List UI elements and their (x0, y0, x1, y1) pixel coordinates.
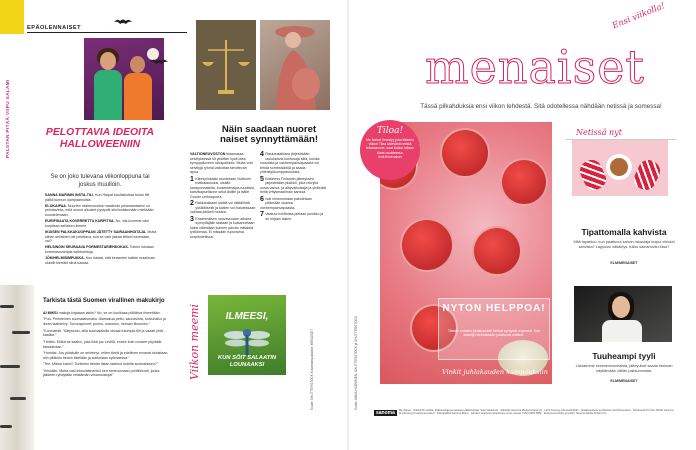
halloween-paragraph: EURIFISAATA KOVERRETTU KURPITSA. No, siis koverrat vain kurpitsan sellaisen ilmeen. (45, 219, 149, 228)
bat-icon (150, 58, 168, 66)
naiset-point: 3 Ensimmäisen vauvavuoden aikana synnyttäjälle taataan ja kustannetaan kaksi välimtään kolmen päivän mittaista tyttölomaa. Ei missään rupunsesa korpihotellissa. (190, 215, 255, 239)
viikon-meemi-label: Viikon meemi (188, 303, 201, 380)
makukirjo-line: "Tee. Mikssi kahvi? Tuntkeko tämän listan laatinut todella suomalaisen?" (43, 362, 159, 367)
halloween-photo (84, 38, 164, 120)
style-photo (574, 286, 672, 342)
makukirjo-title: Tarkista tästä Suomen virallinen makukirjo (43, 298, 165, 304)
naiset-article-title: Näin saadaan nuoret naiset synnyttämään! (219, 124, 319, 146)
netissa-item-title[interactable]: Tuuheampi tyyli (592, 351, 656, 361)
netissa-item-link[interactable]: ELM/MENAISET (610, 379, 638, 383)
coffee-photo (572, 140, 668, 196)
mitten-shape (631, 157, 664, 193)
scales-photo (196, 20, 256, 110)
halloween-body (45, 193, 157, 267)
mitten-shape (577, 157, 610, 193)
menaiset-logo: menaiset (425, 40, 645, 94)
tiloa-text: Me Naiset ilmestyy joka liikkeen viikko! Tilaa kätevästi netistä tekstaamme, saat lisäksi laitaan tilata osoitteessa lehti.fi/menaiset (366, 138, 414, 159)
netissa-item-text: Listasimme kesimenkuumaista, jätteyuivat saada tirukuan näyttämään vähän paksummalta. (575, 364, 673, 373)
next-issue-intro: Tässä pilkahduksia ensi viikon lehdestä. Sitä odotellessa nähdään netissä ja somessa! (420, 103, 662, 110)
drink-glass (472, 226, 522, 276)
drink-glass (440, 128, 490, 178)
halloween-paragraph: IKUISEN PALKKAKUOPPAAN JÄTETTY SAIRAANHOITAJA. Mutta siihen sellainen ole pelottava, kun se vain jatkaa kiltisti hommiaan, vai? (45, 229, 157, 244)
meme-subtitle: KUN SÖIT SALAATIN LOUNAAKSI (217, 355, 277, 368)
halloween-paragraph: JÖKIHELMISIMPUKKA. Kun halaat, että kerranten kallein maailman ukkelit kierrätit siinä kautaa. (45, 256, 155, 265)
makukirjo-line: "Konmainiti. Ylätyseniu, silla suomalaisille oiivsat tutumpia tilit ja vaaati yhtä -kastike." (43, 328, 166, 338)
makukirjo-line: AI MIKSI makuja kirjataan lakiin? No, se on kuulkaas pöllitkiva ilmeeltään. (43, 311, 161, 315)
birch-bark-image (0, 285, 34, 450)
naiset-column-2 (260, 152, 326, 223)
halloween-intro: Se on joko tulevana viikonloppuna tai joskus muulloin. (50, 174, 150, 188)
halloween-paragraph: HELSINGIN SEURAAVA PORMESTARIEHDOKAS. Toinen toistaan kurmeasovampia vaihtoehtoja. (45, 245, 154, 254)
netissa-item-text: Mitä tapahtuu, kun paattunut kahvin rakastaja luopui viikoksi kahvista? Lappuksi näkäirtys, tuliko samanuvitu kiwa? (573, 240, 675, 249)
bat-icon (114, 18, 132, 26)
side-tag: PALSTAN PITÄÄ VIIPU SALAMI (5, 79, 10, 158)
netissa-heading: Netissä nyt (576, 128, 622, 137)
naiset-point: 2 Rakkauskaari siaitiä voi räätälöidä yksilöllisesti ja kaiken voi halutessaan vaihtaa jokiketi muuksi. (190, 200, 256, 215)
woman-face-shape (100, 52, 116, 70)
person-illustration (260, 20, 330, 110)
woman-body-shape (94, 70, 122, 120)
imprint-text: Me Naiset · Viikkolehti naisille. Päätoimittaja ja vastaava päätoimittaja: Satu Vasantola · Julkaisija Sanoma Media Finland Oy · Lehti ilmestyy joka keskiviikko · Asiakaspalvelu ja tilaukset: lehti.fi/menaiset · Postiosoite PL 100, 00040 Sanoma · Ilmoitusmyynti sanomamedia.fi · Painopaikka Sanoma Manu · Lehteen tarjotusta aineistosta emme vastaa. ISSN 0355-5852 · Erikoissuunnittelu ja tekstit: Sanoma Media Finland Oy (399, 409, 676, 416)
dragonfly-icon (222, 325, 272, 355)
bark-mark (0, 425, 12, 428)
photo-credit: Kuvat: SHUTTERSTOCK Kuvamanipulaatiot: MENAISET (310, 328, 314, 410)
makukirjo-line: "Hörttiu. Eläkä se kaakvi, joka ikkä juo Levillä, ennen kuin nousee pöydälle tanssimaan." (43, 339, 162, 349)
tiloa-title: Tiloa! (376, 126, 404, 136)
section-color-tab (0, 0, 24, 34)
naiset-point: 6 Isät nimenomaan pakotetaan pitämään osansa vanhempainvapaasta. (260, 195, 312, 210)
drink-glass (400, 218, 454, 272)
scales-icon (196, 20, 256, 110)
meme-image (208, 295, 286, 375)
drink-glass (500, 158, 548, 206)
naiset-intro: VALTIONEUVOSTON tilaamassa selvityksessä sit yksittän hyvä idea: kympppiloveen rahapalkinto. Mutta voin selvityjä ryhmä vaikuttaa tarvittevan apua. (190, 152, 254, 175)
publisher-logo: sanoma (376, 410, 395, 416)
cover-text: Tämän vuoden juhlakaudeti herkut syntyvät nopeasti. Kun keskityt tarkastaaan paaltuvat mittiset. (447, 329, 541, 338)
naiset-point: 1 Kiinnipiinkakki muutetaan Vuittonin matkalaukuksi, sisältö kansponnaisilta, korkeidenaipa-ruudeksi, kahvikapselikone sekä äidille ja isälle Guccin verkkapuvut. (190, 175, 255, 199)
naiset-point: 5 Business Finlandin jättetyksen järjestetään yksikkö, joka rekrytoi uusia vauva- ja äitiyvaikuttajia ja yhdistää heitä yritysmaailman kanssa. (260, 175, 326, 195)
body-shape (602, 320, 642, 342)
coffee-cup-icon (606, 154, 632, 180)
pregnant-woman-photo (260, 20, 330, 110)
halloween-paragraph: SANNA MARININ INSTA-TILI. Kun Halpat kauhiskuttaa tukan tiiti pätkii kunnon kampaamoista. (45, 193, 150, 202)
makukirjo-line: "Puu. Perinteinen suomalaismaku. Alamakua pettu, saunavihta, koivuhalko ja ikean laatuleivy. Turmuspinnet: punnu, mauston, heiman tiksuinen." (43, 317, 166, 327)
face-shape (612, 296, 630, 318)
cover-caption: Vinkit juhlakauden kampauksiin (442, 368, 548, 376)
cover-title: NYTON HELPPOA! (442, 303, 546, 314)
naiset-column-1 (190, 152, 256, 241)
man-face-shape (130, 56, 145, 73)
makukirjo-line: "Homtiai. Jos pöiakulle on selvinnyt, miten tämä ja edellinen eroavat toisistaan, niin pitäkiön tiedon itsellään ja sukkelaan syömaessa." (43, 350, 169, 360)
photo-credit: Kuvat: ANNA HUOVINEN, SHUTTERSTOCK ja SHUTTERSTOCK (354, 315, 358, 410)
bark-mark (10, 397, 26, 400)
makukirjo-body (43, 311, 171, 380)
halloween-paragraph: ELOKAIPAA. Nuorten mielenosoitus maailman pelastamiseksi on pelottavinta, mitä monet aikuiset pystyvät silminnäkemään mielisään kuuntelemaan. (45, 203, 154, 217)
cover-headline-box (438, 298, 550, 360)
page-gutter (347, 0, 349, 450)
bark-mark (0, 365, 20, 368)
netissa-item-title[interactable]: Tipattomalla kahvista (581, 227, 667, 237)
netissa-item-link[interactable]: ELM/MENAISET (610, 261, 638, 265)
section-label: EPÄOLENNAISET (27, 25, 82, 31)
section-rule (27, 32, 187, 33)
makukirjo-line: "Ihkivälin. Mutta vaki inkkulaishenkiö sen nimenomaan porttiishosti, jonka jäkkeen ryhdytään veistämän viinamuistoja!" (43, 368, 160, 378)
halloween-title: PELOTTAVIA IDEOITA HALLOWEENIIN (45, 127, 155, 150)
tiloa-badge[interactable] (360, 120, 420, 180)
ensi-viikolla-label: Ensi viikolla! (611, 1, 667, 32)
man-body-shape (124, 73, 152, 120)
naiset-point: 7 Vaatuut kohtisista jaetaan pusikko ja se kirjaan laskin. (260, 210, 324, 221)
meme-title: ILMEESI, (225, 311, 269, 322)
bark-mark (12, 331, 30, 334)
naiset-point: 4 Raskausaikana järjestetään laulukahvia kuntosaja siitä, kuinka vauvasta ja vanhempainvapaasta voi tehdä somesisältöä ja saada yhteistyökumppanuuksia. (260, 151, 320, 175)
bark-mark (0, 305, 14, 308)
